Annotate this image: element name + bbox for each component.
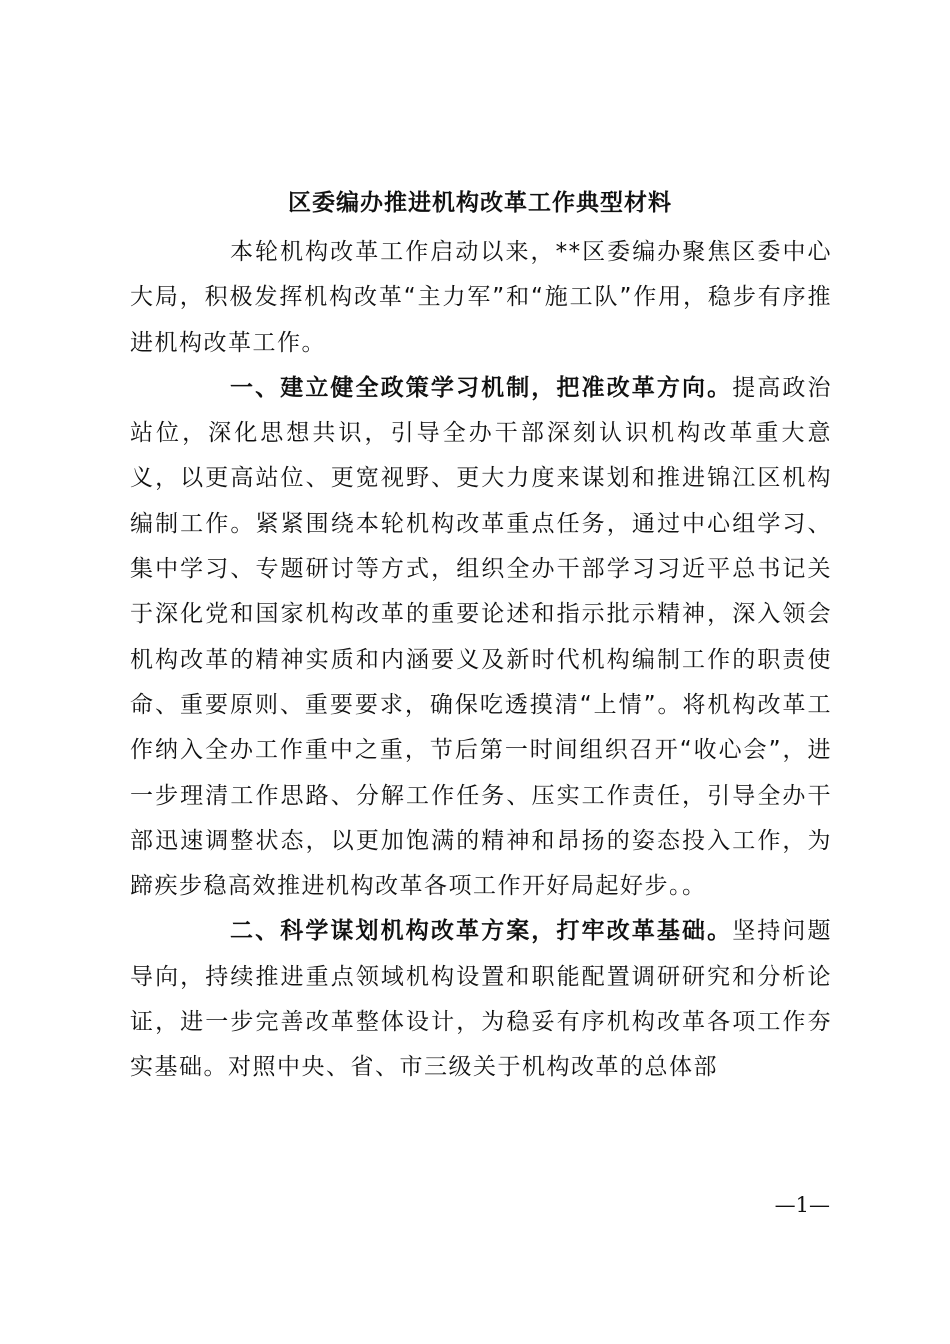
paragraph-intro xyxy=(130,230,832,366)
section-1-heading: 一、建立健全政策学习机制，把准改革方向。 xyxy=(230,374,733,401)
section-2-text: 坚持问题导向，持续推进重点领域机构设置和职能配置调研研究和分析论证，进一步完善改革整体设计，为稳妥有序机构改革各项工作夯实基础。对照中央、省、市三级关于机构改革的总体部 xyxy=(130,918,833,1081)
paragraph-section-1 xyxy=(130,366,832,910)
page-number: —1— xyxy=(774,1193,830,1217)
document-body xyxy=(130,230,832,1091)
paragraph-section-2 xyxy=(130,909,832,1090)
paragraph-intro-text: 本轮机构改革工作启动以来，**区委编办聚焦区委中心大局，积极发挥机构改革“主力军”和“施工队”作用，稳步有序推进机构改革工作。 xyxy=(130,239,832,356)
section-2-heading: 二、科学谋划机构改革方案，打牢改革基础。 xyxy=(230,918,733,945)
section-1-text: 提高政治站位，深化思想共识，引导全办干部深刻认识机构改革重大意义，以更高站位、更宽视野、更大力度来谋划和推进锦江区机构编制工作。紧紧围绕本轮机构改革重点任务，通过中心组学习、集中学习、专题研讨等方式，组织全办干部学习习近平总书记关于深化党和国家机构改革的重要论述和指示批示精神，深入领会机构改革的精神实质和内涵要义及新时代机构编制工作的职责使命、重要原则、重要要求，确保吃透摸清“上情”。将机构改革工作纳入全办工作重中之重，节后第一时间组织召开“收心会”，进一步理清工作思路、分解工作任务、压实工作责任，引导全办干部迅速调整状态，以更加饱满的精神和昂扬的姿态投入工作，为蹄疾步稳高效推进机构改革各项工作开好局起好步。。 xyxy=(130,374,833,900)
document-title: 区委编办推进机构改革工作典型材料 xyxy=(288,189,672,216)
